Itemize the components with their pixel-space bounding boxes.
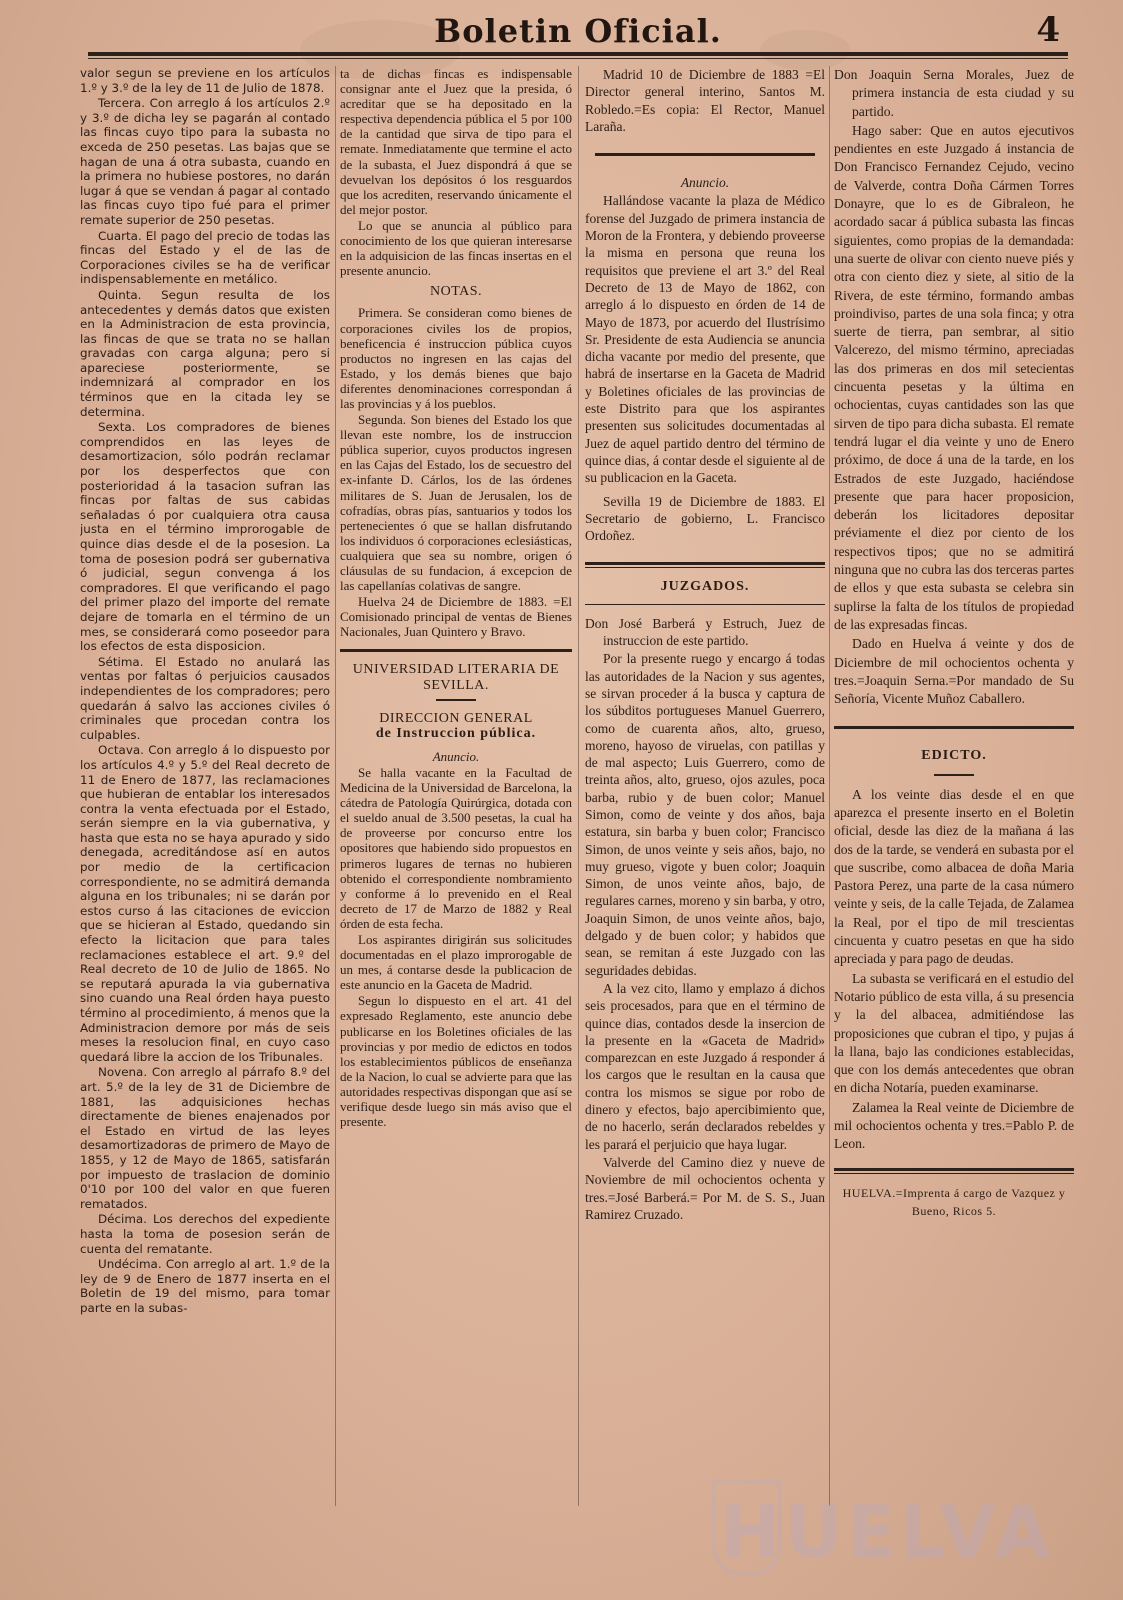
judge-line: Don José Barberá y Estruch, Juez de instruccion de este partido. <box>585 615 825 649</box>
column-divider <box>335 66 336 1506</box>
paragraph: valor segun se previene en los artículos 1.º y 3.º de la ley de 11 de Julio de 1878. <box>80 66 330 95</box>
paragraph: Décima. Los derechos del expediente hasta la toma de posesion serán de cuenta del rematante. <box>80 1212 330 1256</box>
column-2 <box>340 66 572 1506</box>
paragraph: Lo que se anuncia al público para conocimiento de los que quieran interesarse en la adquisicion de las fincas insertas en el presente anuncio. <box>340 217 572 279</box>
section-rule <box>340 649 572 652</box>
printer-imprint: HUELVA.=Imprenta á cargo de Vazquez y Bueno, Ricos 5. <box>842 1185 1066 1218</box>
page-number: 4 <box>1036 10 1060 50</box>
paragraph: Dado en Huelva á veinte y dos de Diciembre de mil ochocientos ochenta y tres.=Joaquin Serna.=Por mandado de Su Señoría, Vicente Muñoz Caballero. <box>834 636 1074 707</box>
signature: Huelva 24 de Diciembre de 1883. =El Comisionado principal de ventas de Bienes Nacionales, Juan Quintero y Bravo. <box>340 594 572 640</box>
paragraph: Novena. Con arreglo al párrafo 8.º del art. 5.º de la ley de 31 de Diciembre de 1881, las adquisiciones hechas directamente de bienes enajenados por el Estado en virtud de las leyes desamortizadoras de primero de Mayo de 1855, y 12 de Mayo de 1865, satisfarán por impuesto de traslacion de dominio 0'10 por 100 del valor en que fueren rematados. <box>80 1065 330 1211</box>
header-rule <box>88 52 1068 56</box>
paragraph: Se halla vacante en la Facultad de Medicina de la Universidad de Barcelona, la cátedra de Patología Quirúrgica, dotada con el sueldo anual de 3.500 pesetas, la cual ha de proveerse por concurso entre los opositores que habiendo sido propuestos en primeros lugares de ternas no hubieren obtenido el correspondiente nombramiento y conforme á lo prevenido en el Real decreto de 17 de Marzo de 1882 y Real órden de esta fecha. <box>340 764 572 931</box>
section-rule-thin <box>834 1173 1074 1174</box>
column-divider <box>829 66 830 1506</box>
universidad-heading: UNIVERSIDAD LITERARIA DE SEVILLA. <box>352 662 560 693</box>
signature: Sevilla 19 de Diciembre de 1883. El Secretario de gobierno, L. Francisco Ordoñez. <box>585 493 825 544</box>
section-rule <box>834 726 1074 729</box>
paragraph: Zalamea la Real veinte de Diciembre de mil ochocientos ochenta y tres.=Pablo P. de Leon. <box>834 1099 1074 1152</box>
paragraph: Hago saber: Que en autos ejecutivos pendientes en este Juzgado á instancia de Don Francisco Fernandez Cejudo, vecino de Valverde, contra Doña Cármen Torres Donayre, que lo es de Gibraleon, he acordado sacar á pública subasta las fincas siguientes, como propias de la demandada: una suerte de olivar con ciento nueve piés y otra con ciento diez y siete, al sitio de la Rivera, de este término, formando ambas proindiviso, partes de una sola finca; y otra suerte de tierra, pan sembrar, al sitio Valcerezo, del mismo término, apreciadas las dos primeras en dos mil setecientas cincuenta pesetas y la última en ochocientas, cuyas cantidades son las que sirven de tipo para dicha subasta. El remate tendrá lugar el dia veinte y uno de Enero próximo, de doce á una de la tarde, en los Estrados de este Juzgado, haciéndose presente que para hacer proposicion, deberán los licitadores depositar préviamente el diez por ciento de los respectivos tipos; que no se admitirá ninguna que no cubra las dos terceras partes de ellos y que esta subasta se celebra sin suplirse la falta de los títulos de propiedad de las expresadas fincas. <box>834 122 1074 632</box>
paragraph: Sétima. El Estado no anulará las ventas por faltas ó perjuicios causados independientes de los compradores; pero quedarán á salvo las acciones civiles ó criminales que procedan contra los culpables. <box>80 654 330 742</box>
paragraph: Valverde del Camino diez y nueve de Noviembre de mil ochocientos ochenta y tres.=José Barberá.= Por M. de S. S., Juan Ramirez Cruzado. <box>585 1154 825 1222</box>
paragraph: ta de dichas fincas es indispensable consignar ante el Juez que la presida, ó acreditar que se ha depositado en la respectiva dependencia pública el 5 por 100 de la cantidad que sirva de tipo para el remate. Inmediatamente que termine el acto de la subasta, el Juez dispondrá á que se devuelvan los depósitos ó los resguardos que los acrediten, reservando únicamente el del mejor postor. <box>340 66 572 217</box>
section-rule <box>595 153 815 156</box>
column-1 <box>80 66 330 1506</box>
paragraph: Segunda. Son bienes del Estado los que llevan este nombre, los de instruccion pública superior, cuyos productos ingresen en las Cajas del Estado, los de secuestro del ex-infante D. Cárlos, los de las órdenes militares de S. Juan de Jerusalen, los de cofradías, obras pías, santuarios y todos los pertenecientes ó que se hallan disfrutando los individuos ó corporaciones eclesiásticas, cualquiera que sea su nombre, origen ó cláusulas de su fundacion, á excepcion de las capellanías colativas de sangre. <box>340 412 572 594</box>
notas-heading: NOTAS. <box>429 284 483 300</box>
masthead <box>88 10 1068 50</box>
paragraph: Segun lo dispuesto en el art. 41 del expresado Reglamento, este anuncio debe publicarse en los Boletines oficiales de las provincias y por medio de edictos en todos los establecimientos públicos de enseñanza de la Nacion, lo cual se advierte para que las autoridades respectivas dispongan que así se verifique desde luego sin más aviso que el presente. <box>340 993 572 1130</box>
watermark: HUELVA <box>720 1490 1055 1574</box>
section-rule-thin <box>585 604 825 605</box>
edicto-heading: EDICTO. <box>921 748 987 764</box>
section-rule <box>834 1168 1074 1171</box>
newspaper-title: Boletin Oficial. <box>434 12 722 50</box>
paragraph: Sexta. Los compradores de bienes comprendidos en las leyes de desamortizacion, sólo podrán reclamar por los desperfectos que con posterioridad á la tasacion sufran las fincas por faltas de sus cabidas señaladas ó por cualquiera otra causa justa en el término improrogable de quince dias desde el de la posesion. La toma de posesion podrá ser gubernativa ó judicial, segun convenga á los compradores. El que verificando el pago del primer plazo del importe del remate dejare de tomarla en el término de un mes, se considerará como poseedor para los efectos de esta disposicion. <box>80 420 330 654</box>
paragraph: Madrid 10 de Diciembre de 1883 =El Director general interino, Santos M. Robledo.=Es copia: El Rector, Manuel Laraña. <box>585 67 825 134</box>
paragraph: Tercera. Con arreglo á los artículos 2.º y 3.º de dicha ley se pagarán al contado las fincas cuyo tipo para la subasta no exceda de 250 pesetas. Las bajas que se hagan de una á otra subasta, cuando en la primera no hubiese postores, no darán lugar á que se vendan á pagar al contado las fincas cuyo tipo fué para el primer remate superior de 250 pesetas. <box>80 96 330 227</box>
direccion-heading: DIRECCION GENERAL <box>379 710 533 726</box>
column-divider <box>578 66 579 1506</box>
paragraph: Por la presente ruego y encargo á todas las autoridades de la Nacion y sus agentes, se sirvan proceder á la busca y captura de los súbditos portugueses Manuel Guerrero, como de cuarenta años, alto, grueso, moreno, hayoso de viruelas, con patillas y de mal aspecto; Luis Guerrero, como de treinta años, alto, grueso, ojos azules, poca barba, rubio y de buen color; Manuel Simon, como de veinte y dos años, baja estatura, sin barba y buen color; Francisco Simon, de unos veinte y seis años, bajo, no muy grueso, vigote y buen color; Joaquin Simon, de unos veinte años, bajo, de regulares carnes, moreno y sin barba, y otro, Joaquin Simon, de unos veinte años, bajo, delgado y de buen color; y habidos que sean, se remitan á este Juzgado con las seguridades debidas. <box>585 651 825 978</box>
paragraph: Hallándose vacante la plaza de Médico forense del Juzgado de primera instancia de Moron de la Frontera, y debiendo proveerse la misma en persona que reuna los requisitos que previene el art 3.º del Real Decreto de 13 de Mayo de 1862, con arreglo á lo dispuesto en órden de 14 de Mayo de 1873, por acuerdo del Ilustrísimo Sr. Presidente de esta Audiencia se anuncia dicha vacante por medio del presente, que habrá de insertarse en la Gaceta de Madrid y Boletines oficiales de las provincias de este Distrito para que los aspirantes presenten sus solicitudes documentadas al Juez de aquel partido dentro del término de quince dias, á contar desde el siguiente al de su publicacion en la Gaceta. <box>585 193 825 486</box>
paragraph: Cuarta. El pago del precio de todas las fincas del Estado y el de las de Corporaciones civiles se ha de verificar indispensablemente en metálico. <box>80 228 330 287</box>
anuncio-label: Anuncio. <box>432 748 480 764</box>
short-rule <box>934 774 974 776</box>
paragraph: A la vez cito, llamo y emplazo á dichos seis procesados, para que en el término de quince dias, contados desde la insercion de la presente en la «Gaceta de Madrid» comparezcan en este Juzgado á responder á los cargos que le resultan en la causa que contra los mismos se sigue por robo de dinero y efectos, bajo apercibimiento que, de no hacerlo, serán declarados rebeldes y les parará el perjuicio que haya lugar. <box>585 980 825 1152</box>
juzgados-heading: JUZGADOS. <box>660 579 750 595</box>
anuncio-label: Anuncio. <box>680 175 730 191</box>
direccion-subheading: de Instruccion pública. <box>375 725 537 741</box>
header-rule-thin <box>88 58 1068 59</box>
short-rule <box>436 699 476 701</box>
column-4 <box>834 66 1074 1506</box>
column-3 <box>585 66 825 1506</box>
paragraph: Quinta. Segun resulta de los antecedentes y demás datos que existen en la Administracion de esta provincia, las fincas de que se trata no se hallan gravadas con carga alguna; pero si apareciese posteriormente, se indemnizará al comprador en los términos que en la citada ley se determina. <box>80 287 330 419</box>
paragraph: Los aspirantes dirigirán sus solicitudes documentadas en el plazo improrogable de un mes, á contarse desde la publicacion de este anuncio en la Gaceta de Madrid. <box>340 931 572 993</box>
section-rule <box>585 562 825 565</box>
section-rule-thin <box>585 567 825 568</box>
paragraph: Primera. Se consideran como bienes de corporaciones civiles los de propios, beneficencia é instruccion pública cuyos productos no ingresen en las cajas del Estado, y los demás bienes que bajo diferentes denominaciones correspondan á las provincias y á los pueblos. <box>340 305 572 411</box>
paragraph: Octava. Con arreglo á lo dispuesto por los artículos 4.º y 5.º del Real decreto de 11 de Enero de 1877, las reclamaciones que hubieran de entablar los interesados contra la venta efectuada por el Estado, serán siempre en la via gubernativa, y hasta que esta no se haya apurado y sido denegada, acreditándose así en autos por medio de la certificacion correspondiente, no se admitirá demanda alguna en los tribunales; ni se darán por estos curso á las citaciones de eviccion que se hicieran al Estado, quedando sin efecto la licitacion que para tales reclamaciones establece el art. 9.º del Real decreto de 10 de Julio de 1865. No se reputará apurada la via gubernativa sino cuando una Real órden haya puesto término al procedimiento, á menos que la Administracion demore por más de seis meses la resolucion final, en cuyo caso quedará libre la accion de los Tribunales. <box>80 743 330 1064</box>
paragraph: A los veinte dias desde el en que aparezca el presente inserto en el Boletin oficial, desde las diez de la mañana á las dos de la tarde, se venderá en subasta por el que suscribe, como albacea de doña Maria Pastora Perez, una parte de la casa número veinte y seis, de la calle Tejada, de Zalamea la Real, por el tipo de mil trescientas cincuenta y cuatro pesetas en que ha sido apreciada y para pago de deudas. <box>834 786 1074 967</box>
judge-line: Don Joaquin Serna Morales, Juez de primera instancia de esta ciudad y su partido. <box>834 67 1074 119</box>
paragraph: Undécima. Con arreglo al art. 1.º de la ley de 9 de Enero de 1877 inserta en el Boletin de 19 del mismo, para tomar parte en la subas- <box>80 1257 330 1315</box>
paragraph: La subasta se verificará en el estudio del Notario público de esta villa, á su presencia y la del albacea, admitiéndose las proposiciones que cubran el tipo, y pujas á la llana, bajo las condiciones establecidas, que con los demás antecedentes que obran en dicha Notaría, pueden examinarse. <box>834 970 1074 1096</box>
